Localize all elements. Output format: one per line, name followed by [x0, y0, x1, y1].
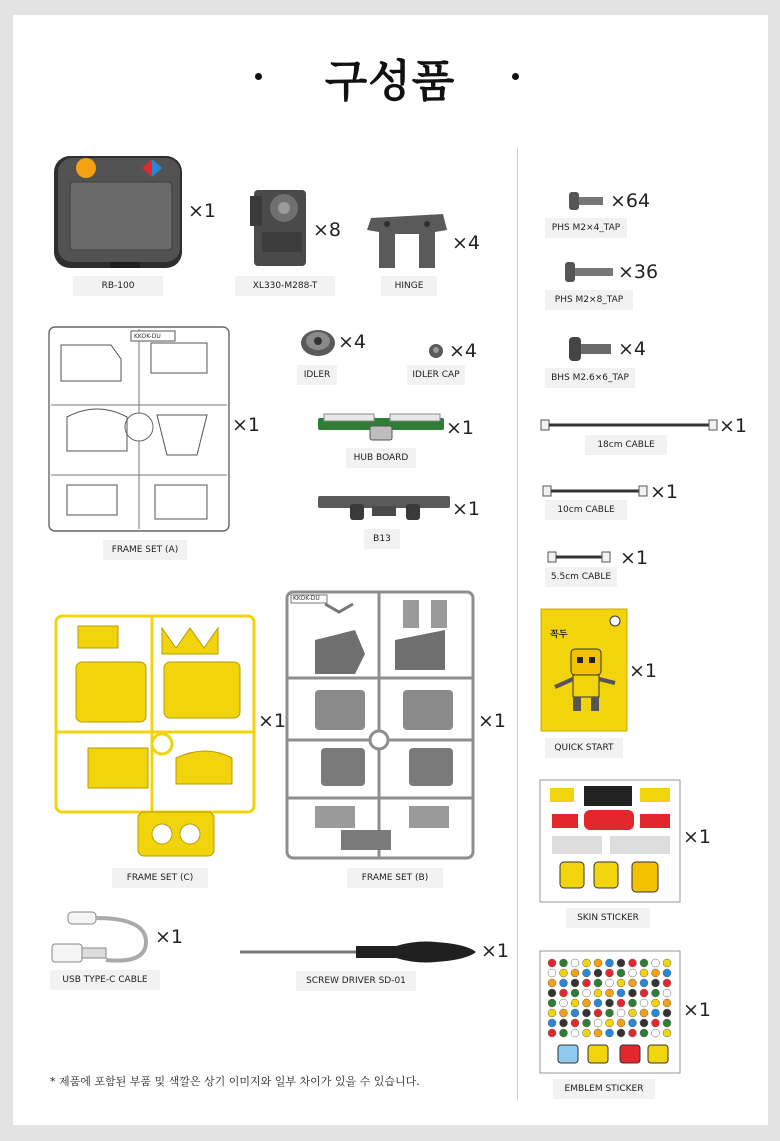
emblem-flag-dot: [617, 989, 625, 997]
page-title: 구성품: [324, 56, 456, 107]
emblem-flag-dot: [583, 979, 591, 987]
emblem-flag-dot: [640, 959, 648, 967]
emblem-flag-dot: [560, 1029, 568, 1037]
hinge-quantity: ×4: [452, 232, 481, 254]
emblem-flag-dot: [571, 1019, 579, 1027]
emblem-flag-dot: [663, 989, 671, 997]
emblem-flag-dot: [571, 969, 579, 977]
emblem-flag-dot: [548, 969, 556, 977]
idler-cap-label: IDLER CAP: [407, 365, 465, 385]
screwdriver-label: SCREW DRIVER SD-01: [296, 971, 416, 991]
emblem-flag-dot: [629, 1009, 637, 1017]
screwdriver-image: [236, 938, 480, 966]
idler-label: IDLER: [297, 365, 337, 385]
emblem-flag-dot: [640, 979, 648, 987]
hub-board-label: HUB BOARD: [346, 448, 416, 468]
emblem-flag-dot: [663, 959, 671, 967]
emblem-flag-dot: [583, 1029, 591, 1037]
emblem-flag-dot: [606, 979, 614, 987]
emblem-flag-dot: [594, 999, 602, 1007]
servo-motor-image: [248, 186, 312, 270]
emblem-flag-dot: [629, 1019, 637, 1027]
emblem-flag-dot: [594, 1019, 602, 1027]
servo-label: XL330-M288-T: [235, 276, 335, 296]
cable-10cm-image: [543, 485, 647, 497]
servo-quantity: ×8: [313, 219, 342, 241]
emblem-flag-dot: [652, 969, 660, 977]
hinge-label: HINGE: [381, 276, 437, 296]
emblem-flag-dot: [571, 989, 579, 997]
skin-sticker-sheet-image: [540, 780, 680, 902]
frame-c-quantity: ×1: [258, 710, 287, 732]
emblem-flag-dot: [617, 959, 625, 967]
idler-cap-quantity: ×4: [449, 340, 478, 362]
title-bullet-right: [512, 73, 519, 80]
emblem-flag-dot: [571, 1029, 579, 1037]
emblem-flag-dot: [663, 969, 671, 977]
emblem-flag-dot: [594, 1029, 602, 1037]
emblem-flag-dot: [560, 989, 568, 997]
emblem-flag-dot: [583, 959, 591, 967]
emblem-flag-dot: [663, 979, 671, 987]
emblem-flag-dot: [594, 959, 602, 967]
emblem-flag-dot: [617, 1019, 625, 1027]
idler-image: [300, 328, 336, 358]
emblem-flag-dot: [560, 959, 568, 967]
emblem-flag-dot: [663, 1009, 671, 1017]
quick-start-label: QUICK START: [545, 738, 623, 758]
frame-c-label: FRAME SET (C): [112, 868, 208, 888]
emblem-flag-dot: [640, 1019, 648, 1027]
emblem-flag-dot: [663, 999, 671, 1007]
cable-55cm-label: 5.5cm CABLE: [545, 567, 617, 587]
emblem-sticker-sheet-image: [540, 951, 680, 1073]
emblem-flag-dot: [606, 969, 614, 977]
emblem-flag-dot: [583, 989, 591, 997]
phs-m2x8-label: PHS M2×8_TAP: [545, 290, 633, 310]
emblem-flag-dot: [640, 1009, 648, 1017]
emblem-flag-dot: [548, 1009, 556, 1017]
emblem-flag-dot: [652, 1029, 660, 1037]
phs-m2x4-quantity: ×64: [610, 190, 651, 212]
emblem-flag-dot: [629, 979, 637, 987]
rb100-label: RB-100: [73, 276, 163, 296]
cable-55cm-image: [548, 551, 610, 563]
cable-10cm-label: 10cm CABLE: [545, 500, 627, 520]
frame-set-b-image: [285, 590, 475, 860]
cable-18cm-label: 18cm CABLE: [585, 435, 667, 455]
emblem-flag-dot: [583, 999, 591, 1007]
emblem-flag-dot: [560, 969, 568, 977]
emblem-flag-dot: [594, 969, 602, 977]
emblem-flag-dot: [652, 989, 660, 997]
emblem-flag-dot: [606, 1009, 614, 1017]
frame-b-quantity: ×1: [478, 710, 507, 732]
emblem-flag-dot: [629, 999, 637, 1007]
frame-set-c-image: [52, 612, 258, 860]
hub-board-quantity: ×1: [446, 417, 475, 439]
emblem-flag-dot: [548, 1019, 556, 1027]
cable-18cm-quantity: ×1: [719, 415, 748, 437]
hinge-image: [365, 210, 450, 272]
emblem-flag-dot: [640, 1029, 648, 1037]
emblem-flag-dot: [594, 979, 602, 987]
rb100-quantity: ×1: [188, 200, 217, 222]
screw-phs-m2x8-image: [565, 262, 615, 282]
emblem-flag-dot: [606, 1029, 614, 1037]
b13-label: B13: [364, 529, 400, 549]
emblem-flag-dot: [583, 969, 591, 977]
emblem-flag-dot: [571, 979, 579, 987]
emblem-flag-dot: [560, 1019, 568, 1027]
emblem-flag-dot: [548, 989, 556, 997]
screw-bhs-m26x6-image: [569, 337, 613, 361]
emblem-flag-dot: [548, 959, 556, 967]
emblem-flag-dot: [629, 969, 637, 977]
emblem-flag-dot: [663, 1029, 671, 1037]
usb-quantity: ×1: [155, 926, 184, 948]
emblem-flag-dot: [640, 989, 648, 997]
emblem-flag-dot: [560, 1009, 568, 1017]
emblem-flag-dot: [629, 1029, 637, 1037]
phs-m2x4-label: PHS M2×4_TAP: [545, 218, 627, 238]
emblem-flag-dot: [548, 979, 556, 987]
emblem-flag-dot: [583, 1009, 591, 1017]
frame-set-a-image: [47, 325, 232, 533]
bhs-m26x6-label: BHS M2.6×6_TAP: [545, 368, 635, 388]
emblem-flag-dot: [652, 1019, 660, 1027]
column-divider: [517, 148, 518, 1100]
usb-label: USB TYPE-C CABLE: [50, 970, 160, 990]
emblem-sticker-label: EMBLEM STICKER: [553, 1079, 655, 1099]
skin-sticker-quantity: ×1: [683, 826, 712, 848]
emblem-flag-dot: [652, 1009, 660, 1017]
frame-b-label: FRAME SET (B): [347, 868, 443, 888]
emblem-flag-dot: [617, 979, 625, 987]
frame-a-quantity: ×1: [232, 414, 261, 436]
b13-image: [318, 492, 450, 522]
emblem-flag-dot: [617, 1009, 625, 1017]
quick-start-quantity: ×1: [629, 660, 658, 682]
emblem-flag-dot: [629, 989, 637, 997]
idler-quantity: ×4: [338, 331, 367, 353]
emblem-flag-dot: [594, 1009, 602, 1017]
emblem-flag-dot: [548, 1029, 556, 1037]
frame-a-label: FRAME SET (A): [103, 540, 187, 560]
emblem-flag-dot: [617, 999, 625, 1007]
idler-cap-image: [428, 343, 444, 359]
emblem-flag-dot: [594, 989, 602, 997]
emblem-flag-dot: [560, 979, 568, 987]
rb100-controller-image: [50, 152, 185, 274]
frame-a-tag: KKOK-DU: [134, 333, 161, 340]
emblem-flag-dot: [640, 999, 648, 1007]
emblem-flag-dot: [640, 969, 648, 977]
emblem-flag-dot: [571, 959, 579, 967]
emblem-flag-dot: [560, 999, 568, 1007]
emblem-flag-dot: [583, 1019, 591, 1027]
hub-board-image: [318, 412, 444, 442]
emblem-flag-dot: [617, 1029, 625, 1037]
emblem-flag-dot: [606, 1019, 614, 1027]
emblem-flag-dot: [606, 959, 614, 967]
emblem-flag-dot: [571, 1009, 579, 1017]
bhs-m26x6-quantity: ×4: [618, 338, 647, 360]
frame-b-tag: KKOK-DU: [293, 595, 320, 602]
emblem-flag-dot: [606, 999, 614, 1007]
emblem-flag-dot: [606, 989, 614, 997]
screw-phs-m2x4-image: [569, 192, 605, 210]
emblem-flag-dot: [663, 1019, 671, 1027]
emblem-flag-dot: [652, 959, 660, 967]
b13-quantity: ×1: [452, 498, 481, 520]
emblem-flag-dot: [617, 969, 625, 977]
quick-start-cover-title: 꼭두: [550, 630, 568, 640]
phs-m2x8-quantity: ×36: [618, 261, 659, 283]
screwdriver-quantity: ×1: [481, 940, 510, 962]
emblem-flag-dot: [652, 999, 660, 1007]
emblem-flag-dot: [652, 979, 660, 987]
cable-55cm-quantity: ×1: [620, 547, 649, 569]
disclaimer-note: * 제품에 포함된 부품 및 색깔은 상기 이미지와 일부 차이가 있을 수 있습니다.: [50, 1075, 420, 1088]
emblem-flag-dot: [629, 959, 637, 967]
usb-cable-image: [48, 908, 153, 968]
cable-10cm-quantity: ×1: [650, 481, 679, 503]
cable-18cm-image: [541, 419, 717, 431]
emblem-flag-dot: [571, 999, 579, 1007]
emblem-flag-dot: [548, 999, 556, 1007]
emblem-sticker-quantity: ×1: [683, 999, 712, 1021]
skin-sticker-label: SKIN STICKER: [566, 908, 650, 928]
